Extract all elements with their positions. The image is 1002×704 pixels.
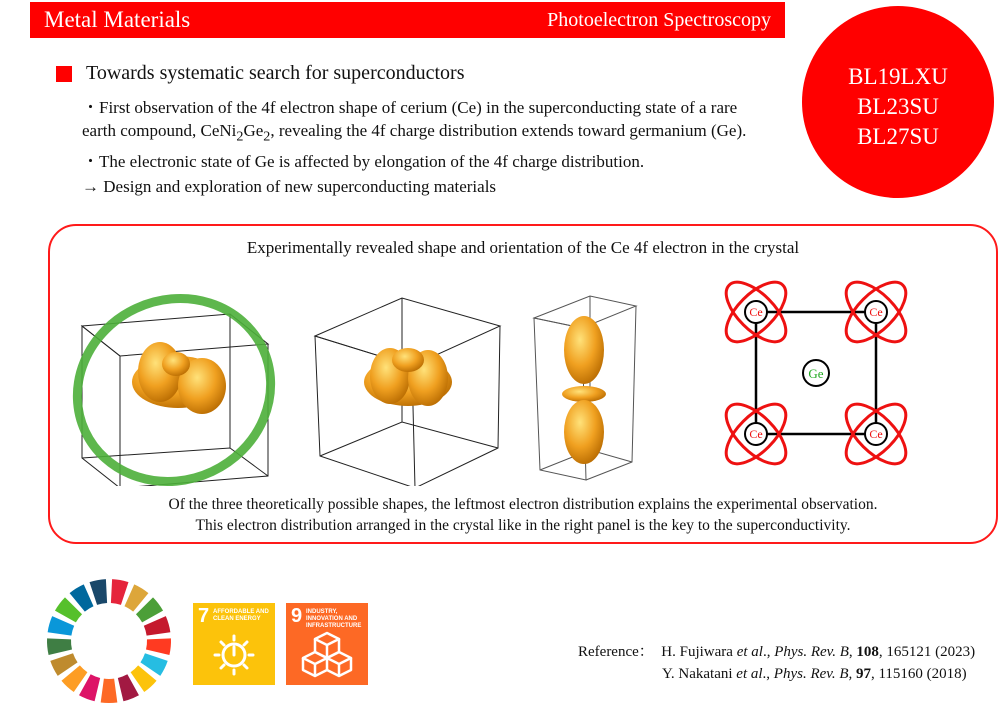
orbital-figures	[50, 226, 996, 486]
heading-text: Towards systematic search for superconductors	[86, 62, 465, 84]
caption-line-2: This electron distribution arranged in the crystal like in the right panel is the key to the superconductivity.	[195, 517, 851, 534]
references	[578, 641, 975, 685]
ce-label-bottom-left: Ce	[749, 427, 763, 441]
power-sun-icon	[193, 603, 275, 685]
bullet-3: → Design and exploration of new superconducting materials	[82, 177, 497, 197]
section-title: Metal Materials	[44, 7, 191, 32]
sdg-wheel-segment	[111, 579, 129, 605]
sdg9-label: INDUSTRY, INNOVATION AND INFRASTRUCTURE	[306, 609, 362, 629]
ge-label: Ge	[808, 366, 824, 381]
beamline-1: BL19LXU	[848, 64, 948, 89]
sdg-goal-9-tile	[286, 603, 368, 685]
sdg7-label: AFFORDABLE AND CLEAN ENERGY	[213, 609, 269, 622]
technique-title: Photoelectron Spectroscopy	[547, 9, 771, 31]
beamline-2: BL23SU	[857, 94, 939, 119]
ce-label-bottom-right: Ce	[869, 427, 883, 441]
bullet-list	[82, 96, 762, 200]
panel-title: Experimentally revealed shape and orientation of the Ce 4f electron in the crystal	[246, 238, 800, 257]
caption-line-1: Of the three theoretically possible shapes, the leftmost electron distribution explains the experimental observation.	[168, 496, 878, 513]
orbital-shape-1	[132, 342, 226, 414]
sdg-wheel-segment	[90, 579, 108, 605]
sdg7-number: 7	[198, 605, 210, 627]
cubes-icon	[286, 603, 368, 685]
header-bar	[30, 2, 785, 38]
main-heading	[56, 62, 464, 85]
sdg-wheel-icon	[44, 578, 174, 704]
crystal-arrangement	[716, 272, 915, 473]
red-square-bullet-icon	[56, 66, 72, 82]
sdg-wheel-segment	[47, 638, 72, 655]
ce-label-top-left: Ce	[749, 305, 763, 319]
panel-caption	[50, 494, 996, 536]
reference-2: Y. Nakatani et al., Phys. Rev. B, 97, 115160 (2018)	[662, 666, 967, 682]
sdg-wheel-segment	[146, 638, 171, 655]
beamline-badge	[802, 6, 994, 198]
sdg-goal-7-tile	[193, 603, 275, 685]
figure-panel	[48, 224, 998, 544]
ce-label-top-right: Ce	[869, 305, 883, 319]
orbital-shape-3	[562, 316, 606, 464]
reference-1: Reference： H. Fujiwara et al., Phys. Rev. B, 108, 165121 (2023)	[578, 644, 976, 660]
sdg-wheel-segment	[101, 679, 118, 703]
beamline-3: BL27SU	[857, 124, 939, 149]
bullet-1: ・First observation of the 4f electron shape of cerium (Ce) in the superconducting state of a rare earth compound, $CeNi_2Ge_2$, revealing the 4f charge distribution extends toward germanium (Ge).	[82, 98, 747, 145]
bullet-2: ・The electronic state of Ge is affected by elongation of the 4f charge distribution.	[82, 152, 645, 172]
sdg9-number: 9	[291, 605, 303, 627]
orbital-shape-2	[364, 348, 452, 406]
